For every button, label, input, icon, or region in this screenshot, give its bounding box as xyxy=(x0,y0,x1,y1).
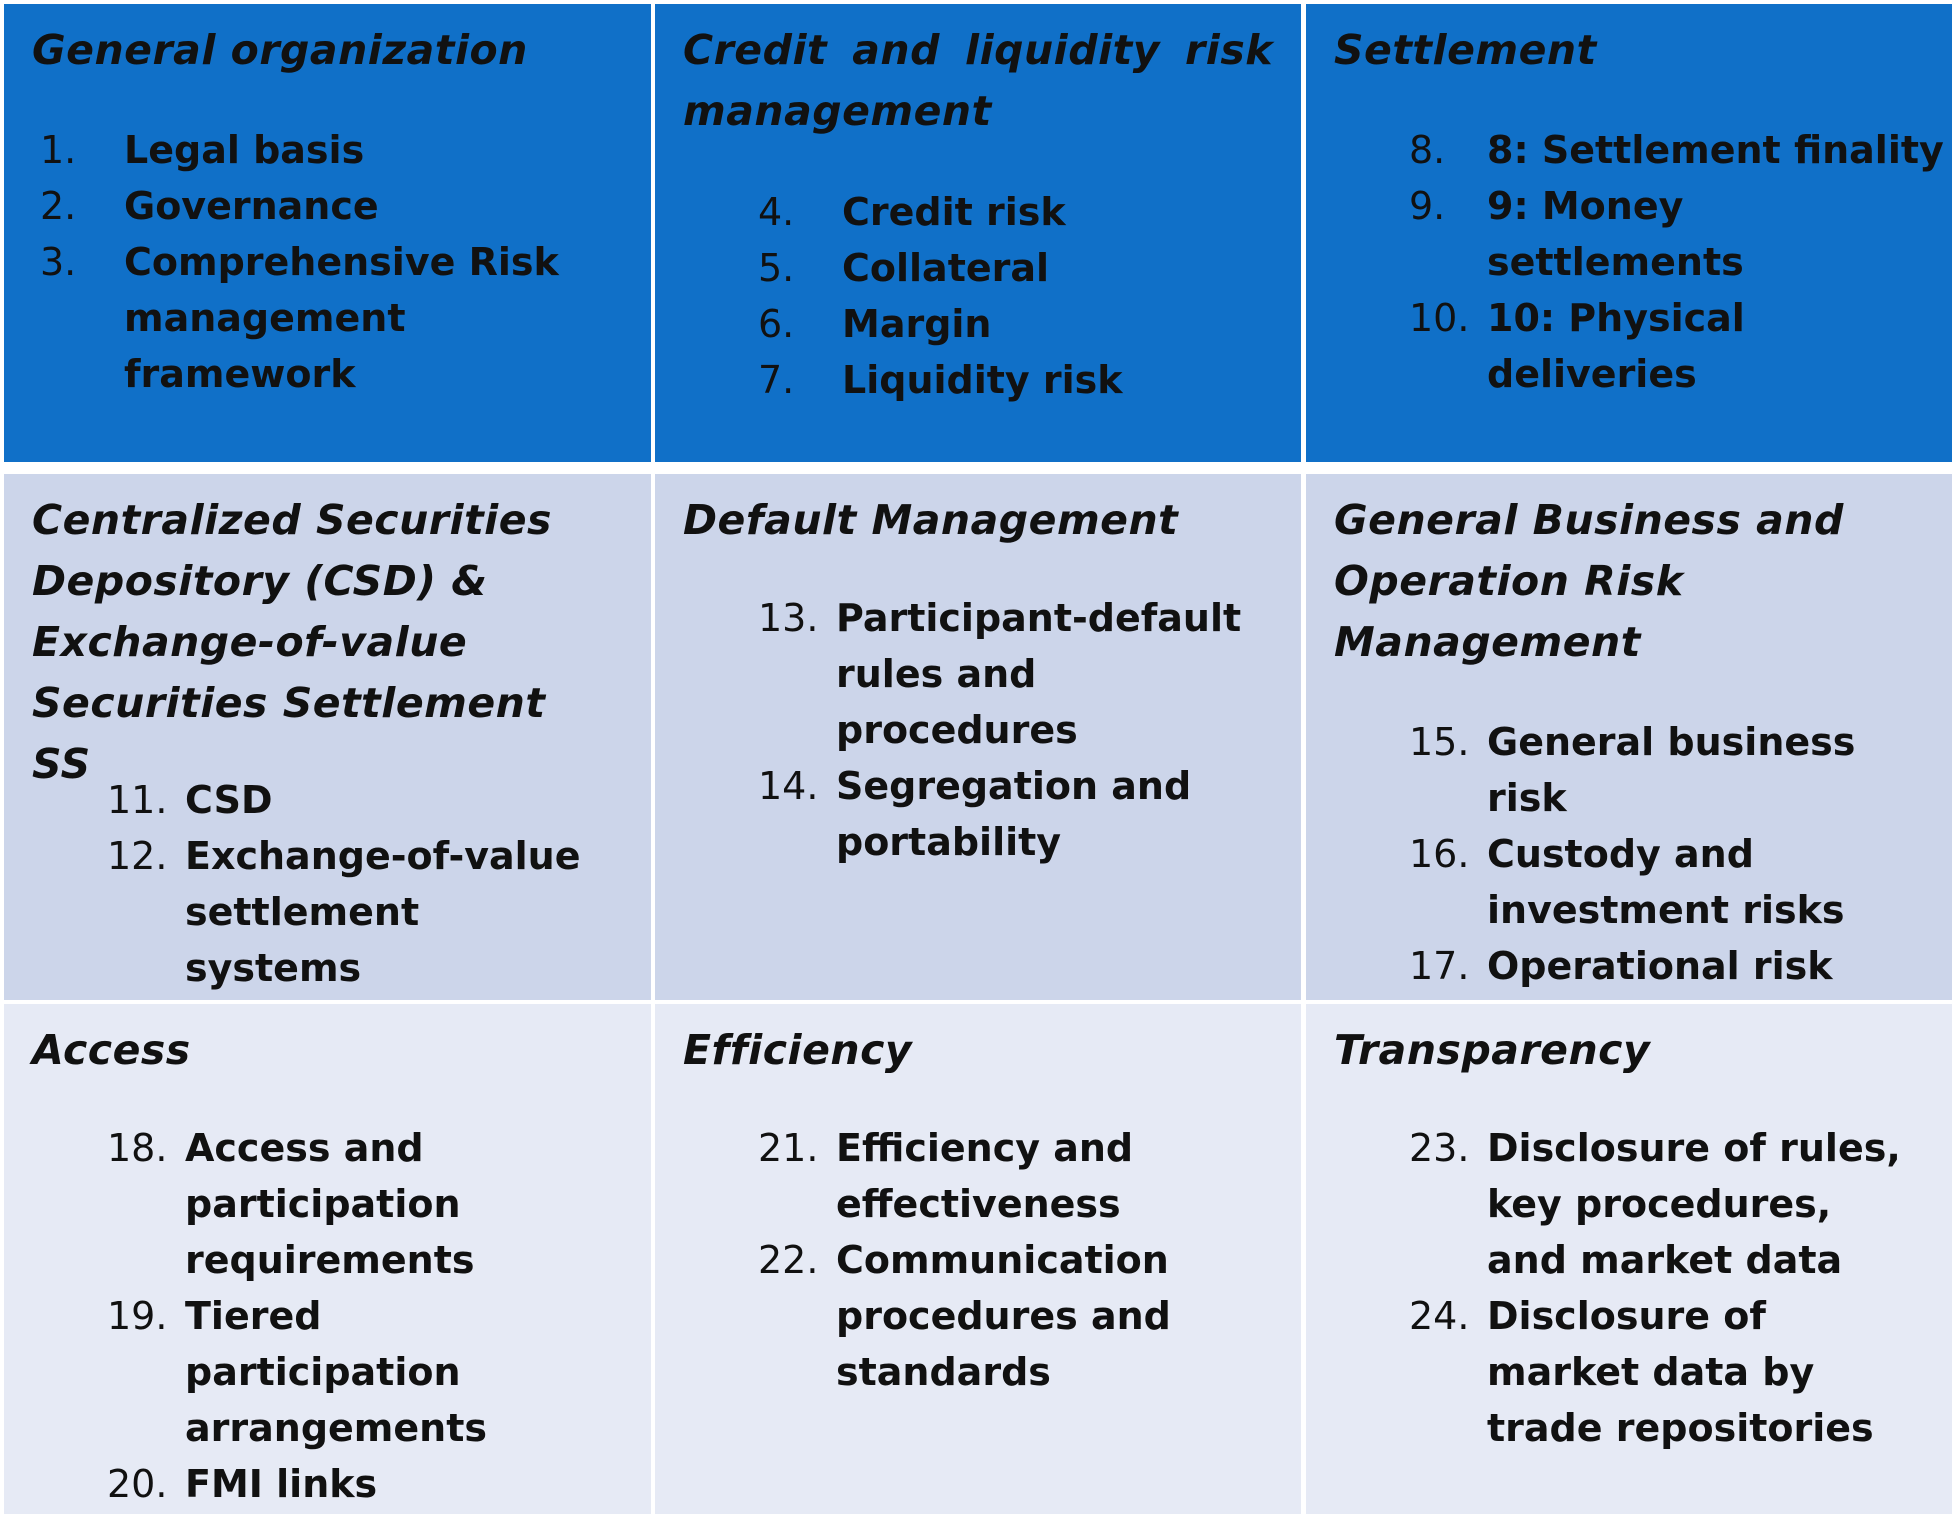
principle-list xyxy=(40,122,640,402)
item-text: Efficiency and effectiveness xyxy=(836,1126,1134,1226)
list-item xyxy=(1409,714,1939,826)
cell-title: Settlement xyxy=(1334,26,1597,74)
item-text: CSD xyxy=(185,778,273,822)
item-number: 17. xyxy=(1409,944,1470,988)
cell-title: Efficiency xyxy=(683,1026,913,1074)
item-text: Governance xyxy=(124,184,379,228)
principle-list xyxy=(1409,714,1939,994)
item-number: 16. xyxy=(1409,832,1470,876)
item-number: 14. xyxy=(758,764,819,808)
item-number: 4. xyxy=(758,190,795,234)
list-item xyxy=(758,590,1256,758)
item-number: 2. xyxy=(40,184,77,228)
cell-title: Credit and liquidity risk management xyxy=(683,26,1273,135)
cell-title: Centralized Securities Depository (CSD) & Exchange-of-value Securities Settlement SS xyxy=(32,496,552,788)
list-item xyxy=(758,758,1236,870)
cell-settlement xyxy=(1306,4,1952,462)
item-number: 7. xyxy=(758,358,795,402)
item-text: Liquidity risk xyxy=(842,358,1123,402)
item-number: 3. xyxy=(40,240,77,284)
list-item xyxy=(758,1120,1176,1232)
item-text: 10: Physical deliveries xyxy=(1487,296,1745,396)
list-item xyxy=(107,1288,605,1456)
item-number: 9. xyxy=(1409,184,1446,228)
item-number: 11. xyxy=(107,778,168,822)
item-text: Legal basis xyxy=(124,128,365,172)
list-item xyxy=(758,352,1288,408)
item-number: 15. xyxy=(1409,720,1470,764)
item-number: 12. xyxy=(107,834,168,878)
principle-list xyxy=(107,1120,647,1512)
list-item xyxy=(40,234,564,402)
item-text: FMI links xyxy=(185,1462,378,1506)
cell-general-business-operation-risk xyxy=(1306,474,1952,1000)
cell-credit-liquidity xyxy=(655,4,1301,462)
list-item xyxy=(758,184,1288,240)
list-item xyxy=(1409,1288,1907,1456)
item-number: 6. xyxy=(758,302,795,346)
cell-csd-exchange-of-value xyxy=(4,474,651,1000)
cell-title: Default Management xyxy=(683,496,1179,544)
item-text: Disclosure of market data by trade repositories xyxy=(1487,1294,1874,1450)
list-item xyxy=(40,122,640,178)
item-number: 21. xyxy=(758,1126,819,1170)
list-item xyxy=(107,828,595,996)
item-text: Collateral xyxy=(842,246,1050,290)
item-text: 8: Settlement finality xyxy=(1487,128,1944,172)
item-text: Participant-default rules and procedures xyxy=(836,596,1242,752)
item-text: General business risk xyxy=(1487,720,1856,820)
cell-title: General Business and Operation Risk Management xyxy=(1334,496,1844,666)
item-text: Tiered participation arrangements xyxy=(185,1294,487,1450)
list-item xyxy=(758,296,1288,352)
item-number: 19. xyxy=(107,1294,168,1338)
list-item xyxy=(107,1456,647,1512)
item-text: Operational risk xyxy=(1487,944,1833,988)
list-item xyxy=(758,1232,1176,1400)
cell-general-organization xyxy=(4,4,651,462)
list-item xyxy=(1409,122,1949,178)
list-item xyxy=(1409,290,1949,402)
item-number: 13. xyxy=(758,596,819,640)
cell-default-management xyxy=(655,474,1301,1000)
principle-list xyxy=(1409,122,1949,402)
list-item xyxy=(40,178,640,234)
item-text: Exchange-of-value settlement systems xyxy=(185,834,581,990)
item-number: 1. xyxy=(40,128,77,172)
list-item xyxy=(107,772,647,828)
item-number: 22. xyxy=(758,1238,819,1282)
principle-list xyxy=(758,1120,1288,1400)
principle-list xyxy=(1409,1120,1939,1456)
item-text: Comprehensive Risk management framework xyxy=(124,240,559,396)
principle-list xyxy=(758,590,1288,870)
cell-efficiency xyxy=(655,1004,1301,1514)
item-text: Custody and investment risks xyxy=(1487,832,1845,932)
cell-title: General organization xyxy=(32,26,528,74)
item-text: Access and participation requirements xyxy=(185,1126,475,1282)
cell-access xyxy=(4,1004,651,1514)
list-item xyxy=(758,240,1288,296)
list-item xyxy=(1409,938,1939,994)
item-number: 10. xyxy=(1409,296,1470,340)
item-number: 23. xyxy=(1409,1126,1470,1170)
item-text: Communication procedures and standards xyxy=(836,1238,1171,1394)
principle-list xyxy=(758,184,1288,408)
item-number: 18. xyxy=(107,1126,168,1170)
item-text: Credit risk xyxy=(842,190,1066,234)
list-item xyxy=(1409,1120,1907,1288)
item-text: Segregation and portability xyxy=(836,764,1192,864)
item-number: 24. xyxy=(1409,1294,1470,1338)
item-text: Disclosure of rules, key procedures, and market data xyxy=(1487,1126,1901,1282)
item-number: 8. xyxy=(1409,128,1446,172)
principle-list xyxy=(107,772,647,996)
cell-transparency xyxy=(1306,1004,1952,1514)
cell-title: Access xyxy=(32,1026,191,1074)
item-text: Margin xyxy=(842,302,992,346)
list-item xyxy=(1409,178,1949,290)
list-item xyxy=(1409,826,1867,938)
cell-title: Transparency xyxy=(1334,1026,1651,1074)
item-text: 9: Money settlements xyxy=(1487,184,1744,284)
item-number: 20. xyxy=(107,1462,168,1506)
item-number: 5. xyxy=(758,246,795,290)
list-item xyxy=(107,1120,485,1288)
